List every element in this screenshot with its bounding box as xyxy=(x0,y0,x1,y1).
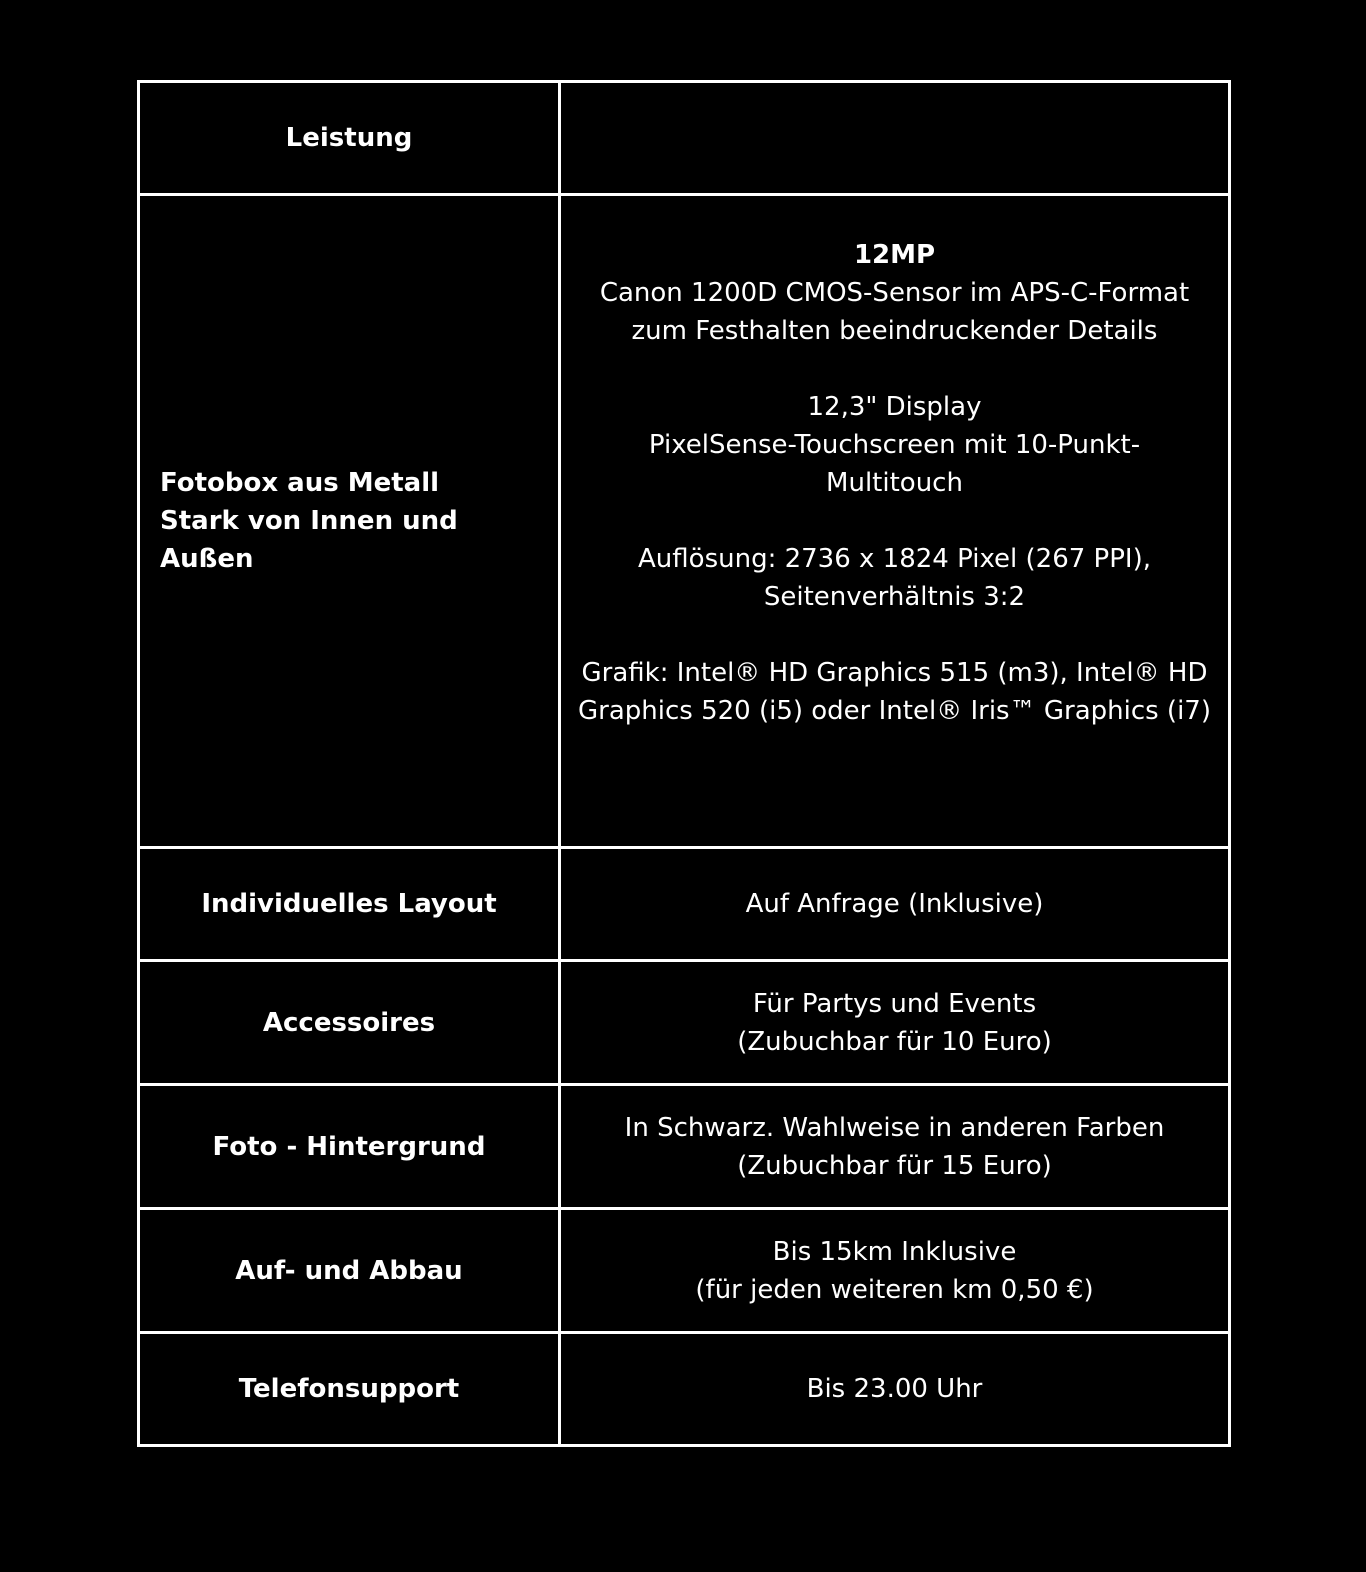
graphics-line1: Grafik: Intel® HD Graphics 515 (m3), Intel® HD xyxy=(581,658,1208,688)
display-line1: 12,3" Display xyxy=(807,392,982,422)
spacer xyxy=(561,350,1228,388)
display-line2: PixelSense-Touchscreen mit 10-Punkt- xyxy=(648,430,1141,460)
layout-label: Individuelles Layout xyxy=(201,889,497,919)
telefonsupport-label-cell xyxy=(139,1333,560,1446)
accessoires-value-line2: (Zubuchbar für 10 Euro) xyxy=(737,1026,1052,1057)
table-row-fotobox-specs xyxy=(139,195,1230,848)
table-row-layout xyxy=(139,848,1230,961)
layout-label-cell xyxy=(139,848,560,961)
header-value-cell xyxy=(560,82,1230,195)
fotobox-label-line1: Fotobox aus Metall xyxy=(160,468,440,498)
fotobox-label-cell xyxy=(139,195,560,848)
layout-value: Auf Anfrage (Inklusive) xyxy=(745,889,1044,919)
spacer xyxy=(561,768,1228,806)
telefonsupport-value: Bis 23.00 Uhr xyxy=(806,1374,983,1404)
graphics-line2: Graphics 520 (i5) oder Intel® Iris™ Graphics (i7) xyxy=(577,696,1211,726)
hintergrund-value-cell xyxy=(560,1085,1230,1209)
hintergrund-value-line2: (Zubuchbar für 15 Euro) xyxy=(737,1150,1052,1181)
telefonsupport-label: Telefonsupport xyxy=(238,1374,460,1404)
accessoires-value-line1: Für Partys und Events xyxy=(752,988,1037,1019)
spacer xyxy=(561,502,1228,540)
accessoires-label: Accessoires xyxy=(262,1007,436,1038)
aufbau-label-cell xyxy=(139,1209,560,1333)
aufbau-value-line2: (für jeden weiteren km 0,50 €) xyxy=(695,1274,1094,1305)
fotobox-specs-cell xyxy=(560,195,1230,848)
aufbau-value-cell xyxy=(560,1209,1230,1333)
camera-line1: Canon 1200D CMOS-Sensor im APS-C-Format xyxy=(599,278,1190,308)
resolution-line1: Auflösung: 2736 x 1824 Pixel (267 PPI), xyxy=(638,544,1151,574)
header-label: Leistung xyxy=(285,123,413,153)
table-row-hintergrund xyxy=(139,1085,1230,1209)
camera-title: 12MP xyxy=(853,240,936,270)
accessoires-label-cell xyxy=(139,961,560,1085)
resolution-line2: Seitenverhältnis 3:2 xyxy=(763,582,1026,612)
aufbau-value-line1: Bis 15km Inklusive xyxy=(772,1236,1017,1267)
display-line3: Multitouch xyxy=(826,468,963,498)
camera-line2: zum Festhalten beeindruckender Details xyxy=(631,316,1158,346)
table-header-row xyxy=(139,82,1230,195)
accessoires-value-cell xyxy=(560,961,1230,1085)
layout-value-cell xyxy=(560,848,1230,961)
hintergrund-label: Foto - Hintergrund xyxy=(212,1131,486,1162)
header-label-cell xyxy=(139,82,560,195)
spacer xyxy=(561,616,1228,654)
table-row-accessoires xyxy=(139,961,1230,1085)
table-row-aufbau xyxy=(139,1209,1230,1333)
service-spec-table xyxy=(137,80,1231,1447)
telefonsupport-value-cell xyxy=(560,1333,1230,1446)
table-row-telefonsupport xyxy=(139,1333,1230,1446)
hintergrund-value-line1: In Schwarz. Wahlweise in anderen Farben xyxy=(624,1112,1165,1143)
fotobox-label-line2: Stark von Innen und Außen xyxy=(160,506,458,574)
aufbau-label: Auf- und Abbau xyxy=(235,1255,463,1286)
hintergrund-label-cell xyxy=(139,1085,560,1209)
spacer xyxy=(561,730,1228,768)
